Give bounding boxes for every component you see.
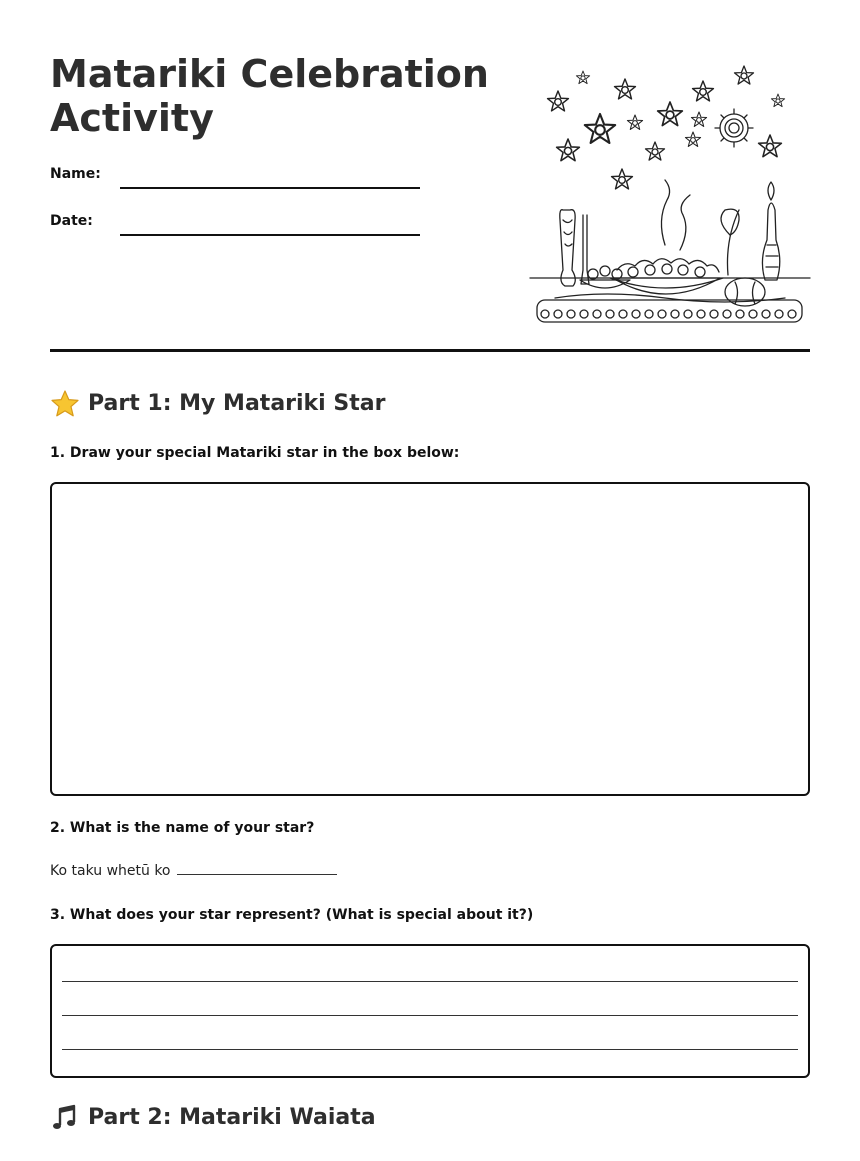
answer-line[interactable] xyxy=(62,1049,798,1050)
star-icon xyxy=(735,66,754,84)
star-drawing-box[interactable] xyxy=(50,482,810,796)
date-field[interactable] xyxy=(120,234,420,236)
page-title: Matariki Celebration Activity xyxy=(50,52,489,140)
star-icon xyxy=(771,94,784,107)
star-icon xyxy=(693,81,714,101)
name-label: Name: xyxy=(50,166,101,182)
star-icon xyxy=(627,115,642,129)
part1-heading-text: Part 1: My Matariki Star xyxy=(88,391,386,416)
question-1: 1. Draw your special Matariki star in the box below: xyxy=(50,445,460,461)
star-name-blank[interactable] xyxy=(177,862,337,875)
star-name-prompt xyxy=(50,862,337,879)
name-field[interactable] xyxy=(120,187,420,189)
star-icon xyxy=(612,169,633,189)
header-divider xyxy=(50,349,810,352)
question-2: 2. What is the name of your star? xyxy=(50,820,315,836)
star-icon xyxy=(685,132,700,146)
star-icon xyxy=(50,389,80,419)
question-3: 3. What does your star represent? (What is special about it?) xyxy=(50,907,534,923)
star-icon xyxy=(557,139,580,161)
star-icon xyxy=(691,112,706,126)
answer-line[interactable] xyxy=(62,981,798,982)
music-note-icon xyxy=(50,1103,80,1133)
star-icon xyxy=(658,102,683,126)
part2-heading xyxy=(50,1103,376,1133)
part1-heading xyxy=(50,389,385,419)
sun-icon xyxy=(715,109,753,147)
part2-heading-text: Part 2: Matariki Waiata xyxy=(88,1105,376,1130)
star-name-prompt-text: Ko taku whetū ko xyxy=(50,863,171,879)
answer-line[interactable] xyxy=(62,1015,798,1016)
star-icon xyxy=(615,79,636,99)
star-meaning-answer-box[interactable] xyxy=(50,944,810,1078)
star-icon xyxy=(548,91,569,111)
matariki-feast-illustration xyxy=(525,60,815,330)
star-icon xyxy=(576,71,589,84)
date-label: Date: xyxy=(50,213,93,229)
star-icon xyxy=(646,142,665,160)
star-icon xyxy=(759,135,782,157)
star-icon xyxy=(585,114,615,143)
